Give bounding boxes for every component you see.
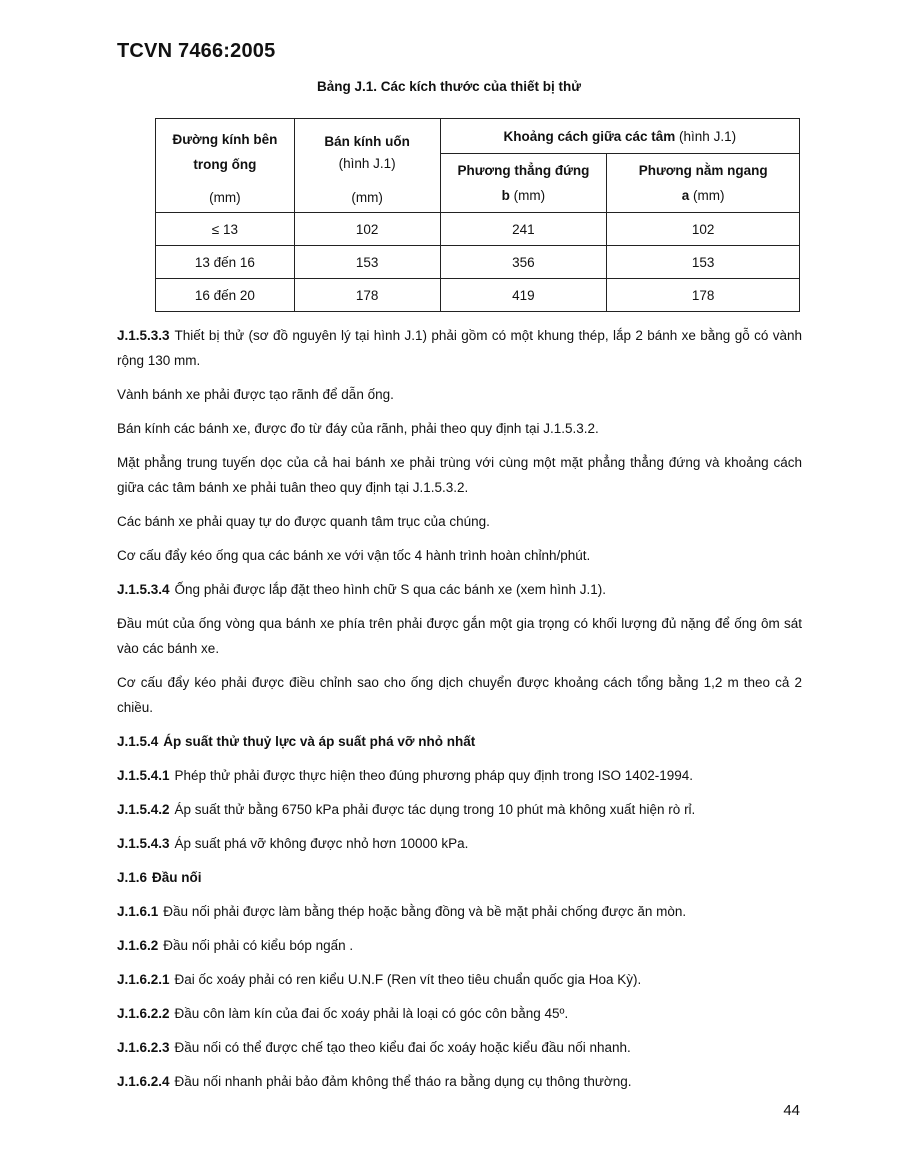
header-inner-diameter-line2: trong ống (193, 157, 257, 172)
header-center-distance-bold: Khoảng cách giữa các tâm (503, 128, 676, 144)
clause-number: J.1.6.2.3 (117, 1040, 170, 1055)
clause-number: J.1.6 (117, 870, 148, 885)
heading-text: Đầu nối (152, 870, 202, 885)
paragraph-text: Đầu mút của ống vòng qua bánh xe phía trên phải được gắn một gia trọng có khối lượng đủ nặng để ống ôm sát vào các bánh xe. (117, 616, 802, 656)
paragraph-text: Đầu nối phải có kiểu bóp ngấn . (163, 938, 354, 953)
clause-number: J.1.5.4.1 (117, 768, 170, 783)
table-caption: Bảng J.1. Các kích thước của thiết bị thử (317, 79, 581, 94)
paragraph-text: Mặt phẳng trung tuyến dọc của cả hai bánh xe phải trùng với cùng một mặt phẳng thẳng đứng và khoảng cách giữa các tâm bánh xe phải tuân theo quy định tại J.1.5.3.2. (117, 455, 802, 495)
header-center-distance-ref: (hình J.1) (675, 128, 737, 144)
header-inner-diameter-line1: Đường kính bên (172, 132, 278, 147)
paragraph-text: Đầu nối nhanh phải bảo đảm không thể tháo ra bằng dụng cụ thông thường. (174, 1074, 632, 1089)
paragraph-text: Bán kính các bánh xe, được đo từ đáy của rãnh, phải theo quy định tại J.1.5.3.2. (117, 421, 599, 436)
clause-number: J.1.6.2.1 (117, 972, 170, 987)
clause-number: J.1.5.3.3 (117, 328, 170, 343)
header-horizontal-symbol: a (681, 188, 690, 203)
paragraph-text: Cơ cấu đẩy kéo phải được điều chỉnh sao cho ống dịch chuyển được khoảng cách tổng bằng 1,2 m theo cả 2 chiều. (117, 675, 802, 715)
paragraph (117, 1001, 802, 1026)
cell-radius: 102 (294, 213, 440, 246)
cell-vertical: 419 (440, 279, 607, 312)
header-horizontal-title: Phương nằm ngang (638, 163, 768, 178)
paragraph-text: Đầu nối phải được làm bằng thép hoặc bằng đồng và bề mặt phải chống được ăn mòn. (163, 904, 687, 919)
clause-number: J.1.6.2.4 (117, 1074, 170, 1089)
paragraph (117, 416, 802, 441)
clause-number: J.1.5.4 (117, 734, 159, 749)
paragraph (117, 670, 802, 720)
header-bend-radius-line1: Bán kính uốn (324, 134, 410, 149)
paragraph-text: Phép thử phải được thực hiện theo đúng phương pháp quy định trong ISO 1402-1994. (174, 768, 694, 783)
paragraph (117, 509, 802, 534)
cell-radius: 178 (294, 279, 440, 312)
cell-radius: 153 (294, 246, 440, 279)
paragraph (117, 763, 802, 788)
header-horizontal-unit: (mm) (689, 188, 725, 203)
paragraph (117, 543, 802, 568)
paragraph (117, 933, 802, 958)
header-horizontal (607, 154, 800, 213)
paragraph (117, 382, 802, 407)
header-inner-diameter-unit: (mm) (209, 190, 241, 205)
paragraph-text: Đầu côn làm kín của đai ốc xoáy phải là loại có góc côn bằng 45º. (174, 1006, 569, 1021)
paragraph (117, 577, 802, 602)
heading-text: Áp suất thử thuỷ lực và áp suất phá vỡ nhỏ nhất (163, 734, 476, 749)
header-center-distance (440, 119, 799, 154)
header-vertical (440, 154, 607, 213)
cell-diameter: 16 đến 20 (156, 279, 295, 312)
body-text (117, 323, 802, 1103)
document-id: TCVN 7466:2005 (117, 40, 276, 62)
table-row (156, 213, 800, 246)
paragraph (117, 323, 802, 373)
table-row (156, 279, 800, 312)
header-inner-diameter (156, 119, 295, 213)
paragraph (117, 450, 802, 500)
header-bend-radius-line2: (hình J.1) (338, 156, 396, 171)
page-number: 44 (783, 1102, 800, 1119)
paragraph (117, 797, 802, 822)
paragraph (117, 967, 802, 992)
table-row (156, 246, 800, 279)
clause-number: J.1.5.4.3 (117, 836, 170, 851)
paragraph (117, 1069, 802, 1094)
header-vertical-title: Phương thẳng đứng (457, 163, 590, 178)
clause-number: J.1.6.2 (117, 938, 159, 953)
paragraph (117, 611, 802, 661)
paragraph-text: Thiết bị thử (sơ đồ nguyên lý tại hình J.1) phải gồm có một khung thép, lắp 2 bánh xe bằng gỗ có vành rộng 130 mm. (117, 328, 802, 368)
cell-horizontal: 178 (607, 279, 800, 312)
cell-vertical: 356 (440, 246, 607, 279)
cell-vertical: 241 (440, 213, 607, 246)
header-bend-radius (294, 119, 440, 213)
paragraph-text: Ống phải được lắp đặt theo hình chữ S qua các bánh xe (xem hình J.1). (174, 582, 606, 597)
header-vertical-unit: (mm) (509, 188, 546, 203)
paragraph-text: Đầu nối có thể được chế tạo theo kiểu đai ốc xoáy hoặc kiểu đầu nối nhanh. (174, 1040, 631, 1055)
paragraph-text: Các bánh xe phải quay tự do được quanh tâm trục của chúng. (117, 514, 490, 529)
cell-horizontal: 102 (607, 213, 800, 246)
cell-diameter: ≤ 13 (156, 213, 295, 246)
section-heading (117, 865, 802, 890)
header-bend-radius-unit: (mm) (351, 190, 383, 205)
dimensions-table (155, 118, 800, 312)
section-heading (117, 729, 802, 754)
cell-diameter: 13 đến 16 (156, 246, 295, 279)
clause-number: J.1.5.3.4 (117, 582, 170, 597)
paragraph (117, 899, 802, 924)
cell-horizontal: 153 (607, 246, 800, 279)
clause-number: J.1.5.4.2 (117, 802, 170, 817)
paragraph-text: Áp suất thử bằng 6750 kPa phải được tác dụng trong 10 phút mà không xuất hiện rò rỉ. (174, 802, 696, 817)
paragraph-text: Đai ốc xoáy phải có ren kiểu U.N.F (Ren vít theo tiêu chuẩn quốc gia Hoa Kỳ). (174, 972, 642, 987)
paragraph-text: Vành bánh xe phải được tạo rãnh để dẫn ống. (117, 387, 394, 402)
header-vertical-symbol: b (501, 188, 510, 203)
paragraph (117, 1035, 802, 1060)
clause-number: J.1.6.1 (117, 904, 159, 919)
paragraph-text: Cơ cấu đẩy kéo ống qua các bánh xe với vận tốc 4 hành trình hoàn chỉnh/phút. (117, 548, 591, 563)
paragraph (117, 831, 802, 856)
paragraph-text: Áp suất phá vỡ không được nhỏ hơn 10000 kPa. (174, 836, 469, 851)
clause-number: J.1.6.2.2 (117, 1006, 170, 1021)
